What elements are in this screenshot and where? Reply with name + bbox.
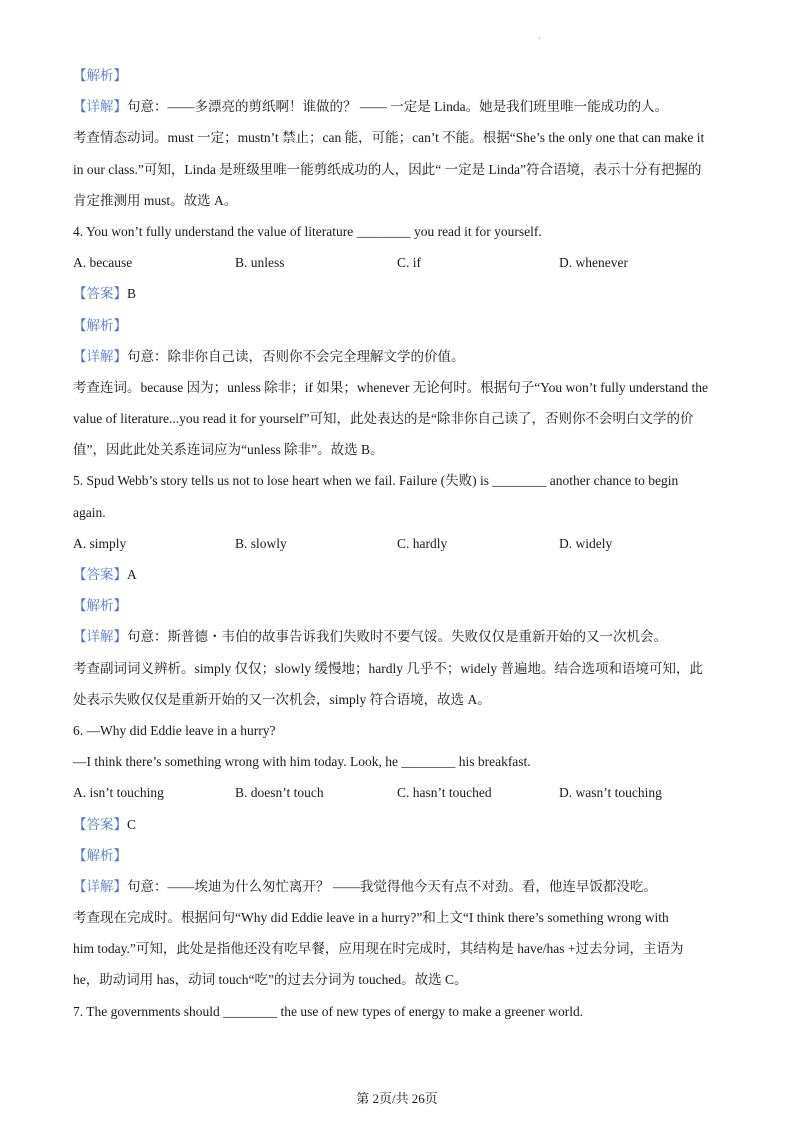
page-footer: 第 2页/共 26页 [356,1091,438,1106]
text-line: value of literature...you read it for yourself”可知，此处表达的是“除非你自己读了，否则你不会明白文学的价 [73,411,694,427]
text-line: 肯定推测用 must。故选 A。 [73,192,238,208]
option-item: B. unless [235,255,285,271]
answer-line [73,559,723,590]
text-line: 考查连词。because 因为；unless 除非；if 如果；whenever 无论何时。根据句子“You won’t fully understand the [73,379,709,395]
option-item: D. widely [559,535,613,551]
option-item: D. whenever [559,255,628,271]
answer-line [73,809,723,840]
explanation-text: 句意：——多漂亮的剪纸啊！谁做的？ —— 一定是 Linda。她是我们班里唯一能成功的人。 [127,99,669,115]
option-item: A. simply [73,535,127,551]
section-tag [73,590,723,621]
option-item: C. if [397,255,422,271]
answer-tag: 【答案】 [73,286,127,302]
option-item: C. hasn’t touched [397,785,492,801]
option-item: A. because [73,255,133,271]
explanation-line [73,341,723,372]
document-body [73,60,723,1027]
top-mark: · [538,34,541,43]
analysis-tag: 【解析】 [73,317,127,333]
explanation-line [73,621,723,652]
answer-text: B [127,286,137,302]
text-line: 考查情态动词。must 一定；mustn’t 禁止；can 能，可能；can’t 不能。根据“She’s the only one that can make it [73,130,705,146]
explanation-line [73,91,723,122]
text-line: in our class.”可知，Linda 是班级里唯一能剪纸成功的人，因此“ 一定是 Linda”符合语境，表示十分有把握的 [73,161,702,177]
answer-tag: 【答案】 [73,816,127,832]
detail-tag: 【详解】 [73,629,127,645]
text-line: 5. Spud Webb’s story tells us not to lose heart when we fail. Failure (失败) is ________ another chance to begin [73,473,679,489]
text-line: 处表示失败仅仅是重新开始的又一次机会，simply 符合语境，故选 A。 [73,691,491,707]
option-item: B. doesn’t touch [235,785,324,801]
detail-tag: 【详解】 [73,878,127,894]
analysis-tag: 【解析】 [73,847,127,863]
option-item: A. isn’t touching [73,785,164,801]
detail-tag: 【详解】 [73,348,127,364]
explanation-line [73,871,723,902]
analysis-tag: 【解析】 [73,68,127,83]
text-line: he，助动词用 has，动词 touch“吃”的过去分词为 touched。故选 C。 [73,972,468,988]
text-line: 7. The governments should ________ the use of new types of energy to make a greener world. [73,1003,584,1019]
detail-tag: 【详解】 [73,99,127,115]
options-row [73,247,723,278]
answer-text: A [127,567,137,582]
analysis-tag: 【解析】 [73,598,127,614]
text-line: him today.”可知，此处是指他还没有吃早餐，应用现在时完成时，其结构是 have/has +过去分词，主语为 [73,941,684,957]
text-line: 6. —Why did Eddie leave in a hurry? [73,722,276,738]
text-line: 考查现在完成时。根据问句“Why did Eddie leave in a hurry?”和上文“I think there’s something wrong with [73,910,669,926]
options-row [73,777,723,808]
section-tag [73,310,723,341]
answer-text: C [127,816,137,832]
text-line: 考查副词词义辨析。simply 仅仅；slowly 缓慢地；hardly 几乎不；widely 普遍地。结合选项和语境可知，此 [73,660,703,676]
answer-line [73,278,723,309]
section-tag [73,840,723,871]
section-tag [73,60,723,91]
options-row [73,528,723,559]
option-item: D. wasn’t touching [559,785,662,801]
explanation-text: 句意：斯普德・韦伯的故事告诉我们失败时不要气馁。失败仅仅是重新开始的又一次机会。 [127,629,667,645]
text-line: again. [73,504,106,520]
text-line: 4. You won’t fully understand the value of literature ________ you read it for yourself. [73,223,542,239]
text-line: —I think there’s something wrong with him today. Look, he ________ his breakfast. [73,754,531,770]
answer-tag: 【答案】 [73,567,127,582]
explanation-text: 句意：除非你自己读，否则你不会完全理解文学的价值。 [127,348,465,364]
text-line: 值”，因此此处关系连词应为“unless 除非”。故选 B。 [73,442,384,458]
option-item: B. slowly [235,535,287,551]
option-item: C. hardly [397,535,448,551]
explanation-text: 句意：——埃迪为什么匆忙离开？ ——我觉得他今天有点不对劲。看，他连早饭都没吃。 [127,878,657,894]
